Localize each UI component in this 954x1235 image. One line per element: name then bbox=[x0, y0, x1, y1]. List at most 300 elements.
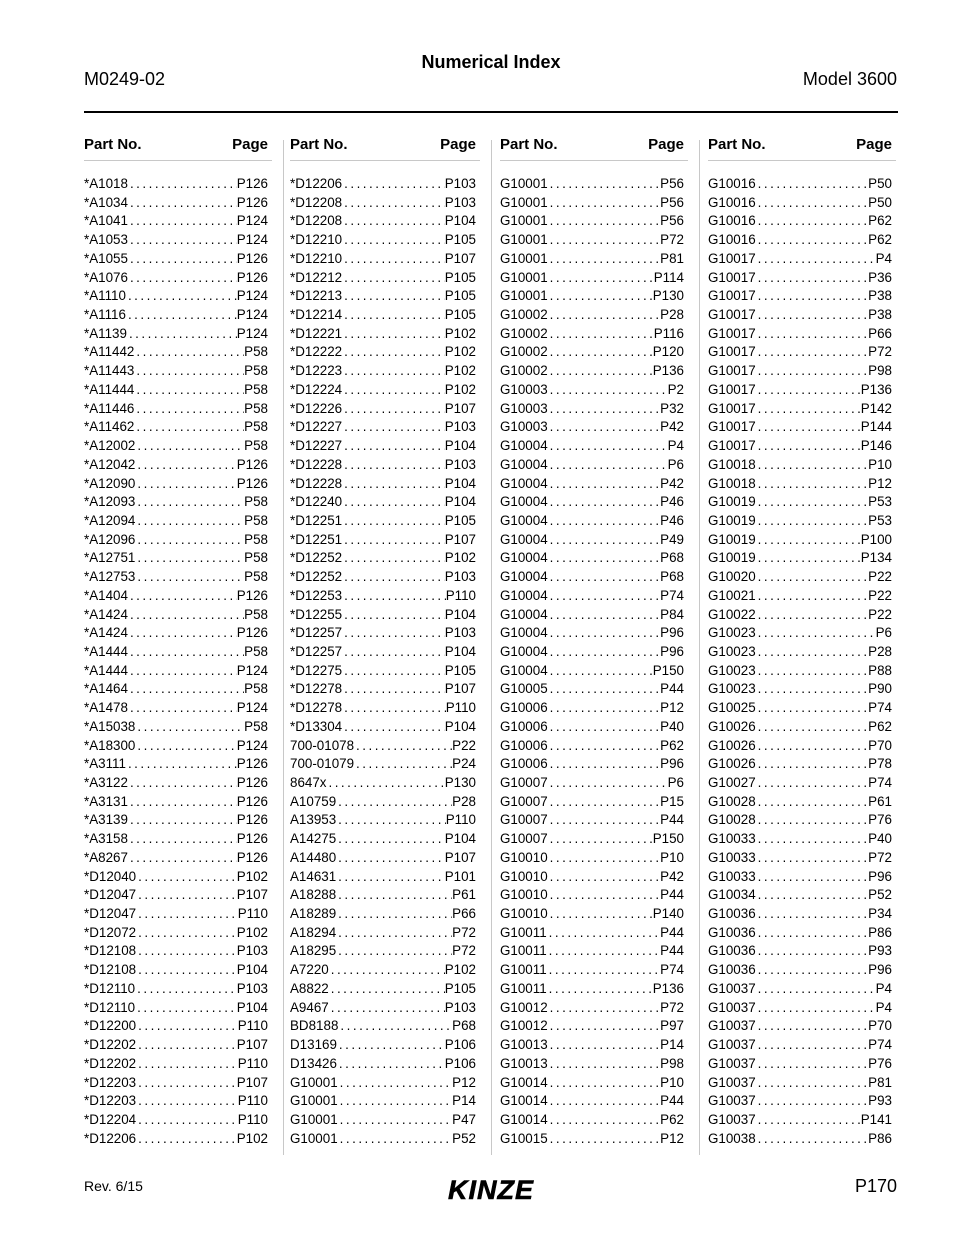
page-reference: P130 bbox=[444, 775, 476, 790]
index-entry bbox=[290, 550, 476, 569]
part-number: A18295 bbox=[290, 943, 337, 959]
dot-leader bbox=[548, 270, 654, 285]
index-entry bbox=[708, 1000, 892, 1019]
part-number: G10033 bbox=[708, 831, 756, 847]
index-entry bbox=[84, 756, 268, 775]
index-entry bbox=[708, 438, 892, 457]
page-reference: P4 bbox=[667, 438, 684, 454]
part-number: *A12090 bbox=[84, 475, 136, 491]
part-number: *A12751 bbox=[84, 550, 136, 566]
part-number: *A8267 bbox=[84, 849, 128, 865]
index-entry bbox=[708, 457, 892, 476]
index-entry bbox=[84, 1075, 268, 1094]
page-reference: P36 bbox=[868, 269, 892, 285]
page-reference: P74 bbox=[660, 962, 684, 978]
dot-leader bbox=[135, 457, 236, 472]
part-number: *A1041 bbox=[84, 213, 128, 229]
part-number: *A1076 bbox=[84, 269, 128, 285]
dot-leader bbox=[126, 288, 237, 303]
dot-leader bbox=[756, 756, 869, 771]
page-reference: P124 bbox=[236, 213, 268, 229]
page-reference: P72 bbox=[660, 232, 684, 248]
index-entry bbox=[290, 1018, 476, 1037]
dot-leader bbox=[337, 1056, 445, 1071]
index-column-3 bbox=[500, 136, 684, 1149]
page-reference: P104 bbox=[444, 606, 476, 622]
index-entry bbox=[708, 607, 892, 626]
page-reference: P70 bbox=[868, 737, 892, 753]
dot-leader bbox=[756, 943, 869, 958]
dot-leader bbox=[336, 943, 452, 958]
page-reference: P110 bbox=[237, 1093, 268, 1109]
page-reference: P126 bbox=[236, 587, 268, 603]
index-entry bbox=[708, 869, 892, 888]
page-reference: P126 bbox=[236, 849, 268, 865]
dot-leader bbox=[756, 1018, 869, 1033]
index-entry bbox=[84, 438, 268, 457]
part-number: *D12047 bbox=[84, 906, 137, 922]
dot-leader bbox=[756, 906, 869, 921]
dot-leader bbox=[136, 1112, 238, 1127]
page-reference: P107 bbox=[236, 1074, 268, 1090]
dot-leader bbox=[548, 326, 654, 341]
part-number: G10016 bbox=[708, 176, 756, 191]
index-entry bbox=[500, 457, 684, 476]
page-reference: P88 bbox=[868, 662, 892, 678]
dot-leader bbox=[135, 476, 236, 491]
dot-leader bbox=[548, 869, 661, 884]
part-number: G10006 bbox=[500, 718, 548, 734]
part-number: *D12257 bbox=[290, 643, 343, 659]
page-reference: P110 bbox=[237, 1055, 268, 1071]
dot-leader bbox=[135, 513, 244, 528]
index-entry bbox=[708, 700, 892, 719]
part-no-heading: Part No. bbox=[708, 136, 766, 153]
dot-leader bbox=[548, 719, 661, 734]
dot-leader bbox=[338, 1093, 453, 1108]
part-number: G10001 bbox=[290, 1074, 338, 1090]
index-entry bbox=[708, 1131, 892, 1150]
dot-leader bbox=[135, 569, 244, 584]
dot-leader bbox=[548, 569, 661, 584]
part-number: G10007 bbox=[500, 831, 548, 847]
index-entry bbox=[84, 307, 268, 326]
page-reference: P110 bbox=[237, 906, 268, 922]
dot-leader bbox=[548, 288, 653, 303]
dot-leader bbox=[756, 494, 869, 509]
page-reference: P126 bbox=[236, 194, 268, 210]
index-entry bbox=[500, 307, 684, 326]
page-reference: P126 bbox=[236, 475, 268, 491]
dot-leader bbox=[548, 382, 668, 397]
index-entry bbox=[500, 1037, 684, 1056]
index-entry bbox=[500, 419, 684, 438]
part-number: G10018 bbox=[708, 475, 756, 491]
index-entry bbox=[708, 232, 892, 251]
dot-leader bbox=[354, 738, 452, 753]
index-entry bbox=[708, 569, 892, 588]
dot-leader bbox=[756, 981, 876, 996]
part-number: G10017 bbox=[708, 419, 756, 435]
part-number: G10019 bbox=[708, 550, 756, 566]
dot-leader bbox=[342, 307, 445, 322]
index-entry bbox=[84, 550, 268, 569]
index-entry bbox=[290, 251, 476, 270]
page-reference: P105 bbox=[444, 662, 476, 678]
part-number: G10016 bbox=[708, 232, 756, 248]
part-number: *A3111 bbox=[84, 756, 126, 772]
part-number: G10004 bbox=[500, 475, 548, 491]
page-number: P170 bbox=[854, 1176, 897, 1196]
dot-leader bbox=[136, 1093, 238, 1108]
index-entry bbox=[84, 232, 268, 251]
index-entry bbox=[708, 1056, 892, 1075]
dot-leader bbox=[342, 476, 445, 491]
page-reference: P68 bbox=[452, 1018, 476, 1034]
dot-leader bbox=[128, 831, 237, 846]
part-number: G10004 bbox=[500, 662, 548, 678]
dot-leader bbox=[136, 1037, 237, 1052]
dot-leader bbox=[135, 550, 244, 565]
dot-leader bbox=[756, 550, 861, 565]
part-number: *D12204 bbox=[84, 1111, 137, 1127]
part-number: G10004 bbox=[500, 550, 548, 566]
index-entry bbox=[500, 288, 684, 307]
page-reference: P136 bbox=[652, 980, 684, 996]
dot-leader bbox=[548, 532, 661, 547]
index-entry bbox=[708, 625, 892, 644]
index-entry bbox=[290, 1056, 476, 1075]
dot-leader bbox=[342, 419, 445, 434]
part-number: G10023 bbox=[708, 625, 756, 641]
page-reference: P103 bbox=[444, 419, 476, 435]
index-entry bbox=[500, 700, 684, 719]
part-number: G10007 bbox=[500, 775, 548, 790]
page-reference: P105 bbox=[444, 288, 476, 304]
index-entry bbox=[84, 700, 268, 719]
page-reference: P104 bbox=[444, 213, 476, 229]
part-number: G10034 bbox=[708, 887, 756, 903]
index-entry bbox=[708, 532, 892, 551]
page-reference: P58 bbox=[244, 381, 268, 397]
page-reference: P104 bbox=[444, 494, 476, 510]
part-number: G10017 bbox=[708, 325, 756, 341]
dot-leader bbox=[342, 401, 445, 416]
index-entry bbox=[500, 869, 684, 888]
index-entry bbox=[84, 625, 268, 644]
page-reference: P62 bbox=[660, 737, 684, 753]
index-entry bbox=[500, 401, 684, 420]
dot-leader bbox=[756, 401, 861, 416]
page-reference: P46 bbox=[660, 512, 684, 528]
dot-leader bbox=[336, 925, 452, 940]
part-number: 700-01079 bbox=[290, 756, 355, 772]
page-reference: P58 bbox=[244, 344, 268, 360]
page-reference: P42 bbox=[660, 868, 684, 884]
dot-leader bbox=[136, 869, 237, 884]
dot-leader bbox=[548, 363, 653, 378]
column-header bbox=[500, 136, 684, 160]
dot-leader bbox=[342, 513, 445, 528]
part-number: G10001 bbox=[290, 1130, 338, 1146]
dot-leader bbox=[326, 775, 444, 790]
part-number: G10028 bbox=[708, 793, 756, 809]
dot-leader bbox=[342, 663, 445, 678]
page-reference: P6 bbox=[667, 456, 684, 472]
index-entry bbox=[500, 607, 684, 626]
page-reference: P126 bbox=[236, 831, 268, 847]
part-number: G10037 bbox=[708, 1018, 756, 1034]
part-number: G10018 bbox=[708, 456, 756, 472]
index-entry bbox=[290, 176, 476, 195]
index-entry bbox=[84, 270, 268, 289]
page-reference: P146 bbox=[860, 438, 892, 454]
index-entry bbox=[84, 663, 268, 682]
page-heading: Page bbox=[232, 136, 268, 153]
part-number: *D12214 bbox=[290, 307, 343, 323]
part-number: *A15038 bbox=[84, 718, 136, 734]
page-reference: P47 bbox=[452, 1111, 476, 1127]
index-entry bbox=[708, 344, 892, 363]
index-entry bbox=[290, 625, 476, 644]
index-entry bbox=[500, 644, 684, 663]
part-number: *A11444 bbox=[84, 381, 135, 397]
part-number: *A1404 bbox=[84, 587, 128, 603]
dot-leader bbox=[548, 438, 668, 453]
index-entry bbox=[84, 831, 268, 850]
page-reference: P126 bbox=[236, 775, 268, 790]
page-reference: P124 bbox=[236, 700, 268, 716]
part-number: *D12223 bbox=[290, 363, 343, 379]
part-number: G10019 bbox=[708, 494, 756, 510]
index-entry bbox=[708, 251, 892, 270]
page-reference: P104 bbox=[444, 718, 476, 734]
index-rows bbox=[500, 161, 684, 1149]
index-entry bbox=[84, 344, 268, 363]
dot-leader bbox=[342, 532, 445, 547]
dot-leader bbox=[548, 812, 661, 827]
page-reference: P86 bbox=[868, 1130, 892, 1146]
index-entry bbox=[290, 1037, 476, 1056]
dot-leader bbox=[756, 232, 869, 247]
part-number: G10012 bbox=[500, 1018, 548, 1034]
part-number: *A12753 bbox=[84, 569, 136, 585]
dot-leader bbox=[548, 344, 653, 359]
page-reference: P10 bbox=[660, 1074, 684, 1090]
dot-leader bbox=[135, 1000, 237, 1015]
part-number: G10017 bbox=[708, 307, 756, 323]
page-reference: P126 bbox=[236, 756, 268, 772]
index-entry bbox=[708, 476, 892, 495]
index-entry bbox=[708, 681, 892, 700]
index-entry bbox=[290, 925, 476, 944]
part-number: G10011 bbox=[500, 980, 547, 996]
part-number: A10759 bbox=[290, 793, 337, 809]
dot-leader bbox=[548, 1000, 661, 1015]
part-number: G10011 bbox=[500, 924, 547, 940]
dot-leader bbox=[756, 887, 869, 902]
index-entry bbox=[84, 213, 268, 232]
index-entry bbox=[500, 738, 684, 757]
part-number: *D12213 bbox=[290, 288, 343, 304]
page-reference: P126 bbox=[236, 250, 268, 266]
page-reference: P102 bbox=[444, 381, 476, 397]
page-reference: P81 bbox=[868, 1074, 892, 1090]
dot-leader bbox=[548, 457, 668, 472]
dot-leader bbox=[548, 1056, 661, 1071]
part-number: G10017 bbox=[708, 269, 756, 285]
dot-leader bbox=[548, 663, 653, 678]
page-reference: P72 bbox=[452, 924, 476, 940]
page-reference: P103 bbox=[444, 176, 476, 191]
part-number: *D12202 bbox=[84, 1055, 137, 1071]
part-number: G10021 bbox=[708, 587, 756, 603]
page-reference: P44 bbox=[660, 681, 684, 697]
index-entry bbox=[84, 681, 268, 700]
dot-leader bbox=[128, 775, 237, 790]
dot-leader bbox=[756, 812, 869, 827]
part-number: G10036 bbox=[708, 943, 756, 959]
index-entry bbox=[84, 1037, 268, 1056]
page-reference: P124 bbox=[236, 307, 268, 323]
dot-leader bbox=[756, 476, 869, 491]
page-reference: P126 bbox=[236, 812, 268, 828]
page-reference: P58 bbox=[244, 494, 268, 510]
page-reference: P96 bbox=[660, 756, 684, 772]
part-number: *A3139 bbox=[84, 812, 128, 828]
index-entry bbox=[708, 812, 892, 831]
dot-leader bbox=[354, 756, 452, 771]
column-divider bbox=[699, 140, 700, 1155]
page-reference: P126 bbox=[236, 456, 268, 472]
part-number: G10001 bbox=[290, 1093, 338, 1109]
part-number: G10017 bbox=[708, 363, 756, 379]
part-number: G10004 bbox=[500, 587, 548, 603]
index-entry bbox=[500, 251, 684, 270]
page-reference: P44 bbox=[660, 812, 684, 828]
page-reference: P114 bbox=[653, 269, 684, 285]
dot-leader bbox=[756, 869, 869, 884]
page-reference: P96 bbox=[660, 643, 684, 659]
part-number: G10026 bbox=[708, 756, 756, 772]
page-reference: P110 bbox=[445, 812, 476, 828]
part-number: G10004 bbox=[500, 531, 548, 547]
part-number: G10037 bbox=[708, 980, 756, 996]
page-reference: P124 bbox=[236, 232, 268, 248]
page-reference: P14 bbox=[452, 1093, 476, 1109]
page-reference: P74 bbox=[868, 1037, 892, 1053]
page-reference: P4 bbox=[875, 999, 892, 1015]
dot-leader bbox=[342, 213, 445, 228]
part-no-heading: Part No. bbox=[84, 136, 142, 153]
part-number: A7220 bbox=[290, 962, 329, 978]
index-entry bbox=[708, 887, 892, 906]
dot-leader bbox=[134, 363, 244, 378]
dot-leader bbox=[135, 719, 244, 734]
index-entry bbox=[84, 738, 268, 757]
page-reference: P104 bbox=[444, 438, 476, 454]
page-reference: P102 bbox=[444, 325, 476, 341]
dot-leader bbox=[548, 1018, 661, 1033]
part-number: G10017 bbox=[708, 381, 756, 397]
page-reference: P150 bbox=[652, 662, 684, 678]
dot-leader bbox=[756, 925, 869, 940]
index-entry bbox=[84, 906, 268, 925]
dot-leader bbox=[342, 681, 445, 696]
index-entry bbox=[84, 569, 268, 588]
part-number: *D12251 bbox=[290, 531, 343, 547]
page-reference: P81 bbox=[660, 250, 684, 266]
part-number: G10004 bbox=[500, 606, 548, 622]
page-reference: P44 bbox=[660, 1093, 684, 1109]
part-number: *A1034 bbox=[84, 194, 128, 210]
page-reference: P142 bbox=[860, 400, 892, 416]
dot-leader bbox=[756, 251, 876, 266]
dot-leader bbox=[128, 850, 237, 865]
dot-leader bbox=[338, 1112, 453, 1127]
index-entry bbox=[500, 195, 684, 214]
index-entry bbox=[708, 419, 892, 438]
page-reference: P136 bbox=[652, 363, 684, 379]
page-heading: Page bbox=[648, 136, 684, 153]
page-reference: P105 bbox=[444, 307, 476, 323]
dot-leader bbox=[548, 756, 661, 771]
index-entry bbox=[290, 700, 476, 719]
dot-leader bbox=[342, 438, 445, 453]
part-number: A13953 bbox=[290, 812, 337, 828]
index-entry bbox=[500, 326, 684, 345]
page-reference: P105 bbox=[444, 980, 476, 996]
index-entry bbox=[84, 251, 268, 270]
index-entry bbox=[708, 1037, 892, 1056]
page-reference: P100 bbox=[860, 531, 892, 547]
index-entry bbox=[84, 532, 268, 551]
part-number: *D12221 bbox=[290, 325, 343, 341]
part-number: *D12257 bbox=[290, 625, 343, 641]
page-reference: P68 bbox=[660, 569, 684, 585]
dot-leader bbox=[342, 494, 445, 509]
page-reference: P102 bbox=[236, 868, 268, 884]
page-reference: P101 bbox=[444, 868, 476, 884]
page-reference: P4 bbox=[875, 250, 892, 266]
part-number: *D12200 bbox=[84, 1018, 137, 1034]
logo-text: KINZE bbox=[448, 1176, 534, 1204]
index-rows bbox=[84, 161, 268, 1149]
page-heading: Page bbox=[856, 136, 892, 153]
kinze-logo bbox=[432, 1176, 550, 1204]
part-number: G10001 bbox=[500, 176, 548, 191]
page-reference: P40 bbox=[868, 831, 892, 847]
page-reference: P66 bbox=[452, 906, 476, 922]
part-number: *A1444 bbox=[84, 662, 128, 678]
page-reference: P72 bbox=[868, 344, 892, 360]
dot-leader bbox=[756, 775, 869, 790]
index-entry bbox=[500, 438, 684, 457]
page-reference: P107 bbox=[444, 531, 476, 547]
dot-leader bbox=[548, 887, 661, 902]
part-number: A18288 bbox=[290, 887, 337, 903]
index-entry bbox=[290, 344, 476, 363]
part-number: G10012 bbox=[500, 999, 548, 1015]
dot-leader bbox=[756, 1000, 876, 1015]
part-number: G10019 bbox=[708, 512, 756, 528]
dot-leader bbox=[756, 532, 861, 547]
index-entry bbox=[500, 513, 684, 532]
page-heading: Page bbox=[440, 136, 476, 153]
page-title: Numerical Index bbox=[421, 52, 561, 72]
index-entry bbox=[84, 1056, 268, 1075]
index-entry bbox=[290, 195, 476, 214]
